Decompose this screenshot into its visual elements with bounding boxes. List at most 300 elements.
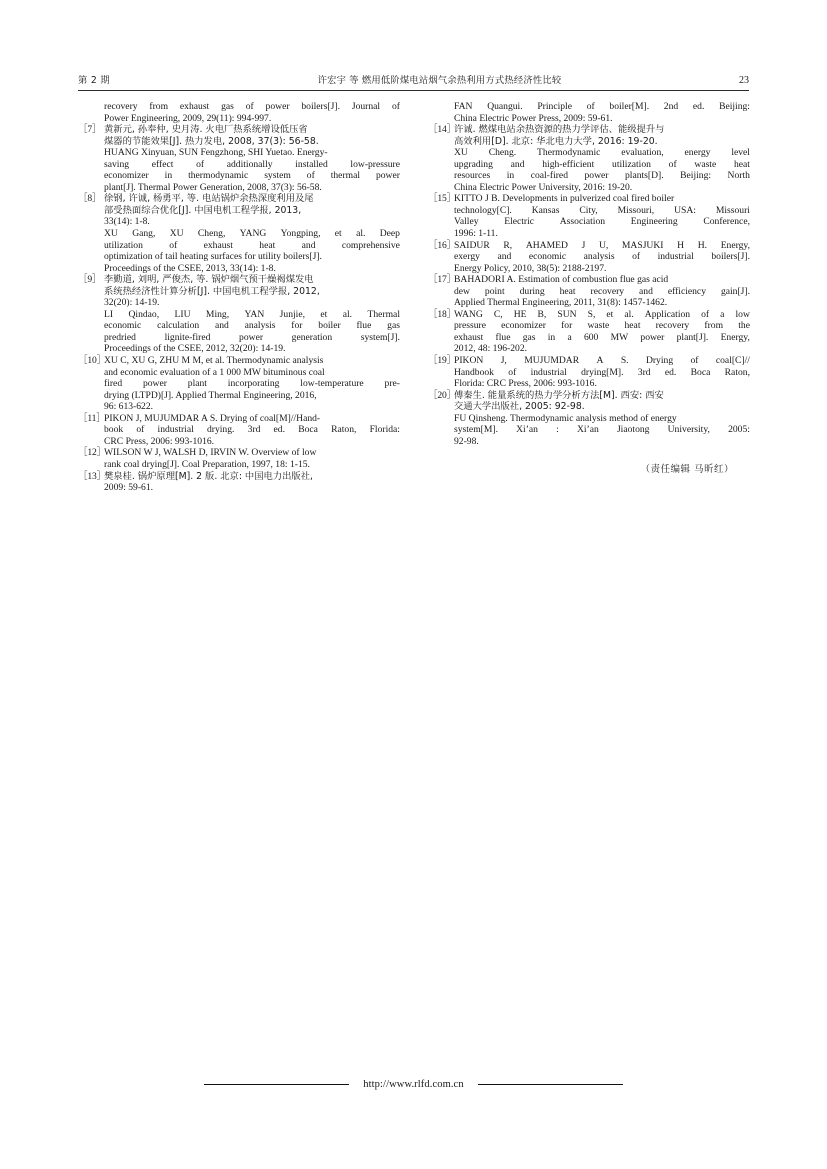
reference-word: a [720,308,725,320]
reference-word: utilization [104,239,143,251]
reference-text [104,274,400,355]
reference-entry [428,101,750,124]
reference-text [104,101,400,124]
reference-word: waste [587,320,610,332]
reference-line [454,216,750,228]
reference-number: ［7］ [78,124,102,136]
reference-word: Junjie, [279,308,305,320]
reference-number: ［13］ [78,470,106,482]
reference-line: 部受热面综合优化[J]. 中国电机工程学报, 2013, [104,204,302,216]
journal-url[interactable]: http://www.rlfd.com.cn [363,1079,464,1090]
reference-word: level [731,147,750,159]
reference-entry [428,390,750,448]
reference-word: of [701,308,710,320]
reference-word: exhaust [179,101,210,112]
reference-word: drying. [206,424,235,436]
reference-line [104,332,400,344]
reference-word: industrial [530,366,567,378]
reference-word: analysis [244,320,276,332]
reference-word: coal-fired [530,170,568,182]
reference-word: industrial [157,424,194,436]
reference-word: analysis [583,251,615,263]
reference-word: economizer [501,320,546,332]
reference-word: and [510,158,525,170]
reference-line [454,320,750,332]
reference-word: heat [733,158,750,170]
reference-word: exhaust [203,239,233,251]
reference-entry [78,447,400,470]
reference-word: LI [104,308,114,320]
reference-line [454,309,750,321]
reference-line: China Electric Power University, 2016: 19-20. [454,181,633,193]
reference-number: ［20］ [428,389,456,401]
reference-word: et [320,308,328,320]
reference-word: upgrading [454,158,493,170]
reference-line: Proceedings of the CSEE, 2012, 32(20): 14-19. [104,343,286,355]
reference-line: 徐钢, 许诚, 杨勇平, 等. 电站锅炉余热深度利用及尾 [104,193,314,205]
left-column [78,101,400,494]
reference-word: in [164,170,173,182]
reference-word: Drying [645,355,674,367]
reference-word: PIKON [454,355,484,367]
reference-text [454,193,750,239]
reference-word: Boca [690,366,711,378]
reference-word: utilization [612,158,651,170]
reference-word: of [690,355,699,367]
reference-number: ［12］ [78,447,106,459]
reference-word: of [245,101,254,112]
reference-word: LIU [174,308,191,320]
reference-word: system[J]. [360,331,400,343]
reference-word: calculation [157,320,200,332]
reference-word: of [391,101,400,112]
reference-word: Ming, [205,308,230,320]
reference-word: power [239,331,264,343]
reference-word: energy [684,147,711,159]
reference-line [454,240,750,252]
reference-line [104,228,400,240]
reference-word: thermal [330,170,361,182]
reference-line: 高效利用[D]. 北京: 华北电力大学, 2016: 19-20. [454,135,658,147]
reference-word: boilers[J]. [301,101,341,112]
reference-line: Energy Policy, 2010, 38(5): 2188-2197. [454,262,607,274]
reference-word: Thermal [367,308,400,320]
reference-line [454,101,750,113]
reference-word: et [334,228,342,240]
reference-line: 傅秦生. 能量系统的热力学分析方法[M]. 西安: 西安 [454,389,664,401]
reference-word: Jiaotong [616,424,650,436]
reference-word: Valley [454,216,479,228]
reference-word: low-pressure [350,158,400,170]
reference-word: SAIDUR [454,239,490,251]
reference-entry [78,124,400,193]
reference-line: 96: 613-622. [104,401,154,413]
reference-word: during [519,285,545,297]
reference-line: Proceedings of the CSEE, 2013, 33(14): 1-8. [104,262,276,274]
reference-entry [428,274,750,309]
right-column [428,101,750,494]
reference-word: recovery [655,320,690,332]
reference-word: of [586,101,595,112]
reference-word: power [265,101,290,112]
reference-word: C, [493,308,503,320]
reference-word: system[M]. [454,424,498,436]
reference-word: plant [187,378,207,390]
reference-word: YANG [239,228,267,240]
reference-word: S, [587,308,596,320]
reference-text [454,240,750,275]
reference-line [104,240,400,252]
reference-line: 32(20): 14-19. [104,297,160,309]
reference-word: of [136,424,145,436]
reference-word: plants[D]. [624,170,664,182]
reference-line [104,320,400,332]
reference-word: Energy, [720,239,750,251]
reference-word: B, [537,308,547,320]
reference-line [454,424,750,436]
reference-word: MASJUKI [621,239,664,251]
reference-text [454,309,750,355]
reference-word: ed. [273,424,286,436]
reference-word: U, [598,239,609,251]
reference-line [104,424,400,436]
reference-text [104,124,400,193]
reference-word: and [639,285,653,297]
reference-entry [428,309,750,355]
reference-line: 许诚. 燃煤电站余热资源的热力学评估、能级提升与 [454,124,665,136]
reference-line: China Electric Power Press, 2009: 59-61. [454,112,613,124]
reference-word: Handbook [454,366,494,378]
reference-number: ［18］ [428,308,456,320]
reference-word: Beijing: [680,170,712,182]
reference-word: of [632,251,641,263]
reference-line: 交通大学出版社, 2005: 92-98. [454,401,585,413]
reference-line: 樊泉桂. 锅炉原理[M]. 2 版. 北京: 中国电力出版社, [104,470,313,482]
reference-word: low [735,308,750,320]
reference-entry [428,193,750,239]
reference-line: 92-98. [454,435,479,447]
reference-line [454,332,750,344]
reference-number: ［10］ [78,355,106,367]
reference-word: additionally [226,158,273,170]
reference-entry [78,101,400,124]
reference-line [454,170,750,182]
reference-word: heat [624,320,641,332]
reference-line: and economic evaluation of a 1 000 MW bituminous coal [104,366,325,378]
reference-line: plant[J]. Thermal Power Generation, 2008, 37(3): 56-58. [104,181,322,193]
reference-line: 2012, 48: 196-202. [454,343,528,355]
reference-line [454,367,750,379]
reference-word: FAN [454,101,473,112]
reference-text [454,124,750,193]
reference-word: predried [104,331,136,343]
reference-word: plant[J]. [676,331,709,343]
reference-number: ［9］ [78,274,102,286]
reference-word: H. [697,239,708,251]
reference-word: from [149,101,169,112]
reference-word: al. [356,228,366,240]
reference-word: North [727,170,750,182]
reference-line [454,355,750,367]
reference-word: of [508,366,517,378]
reference-word: Yongping, [280,228,321,240]
reference-entry [78,355,400,413]
reference-word: Missouri [715,204,750,216]
reference-word: flue [356,320,372,332]
reference-line: BAHADORI A. Estimation of combustion flue gas acid [454,274,669,286]
reference-word: J [581,239,586,251]
reference-word: power [584,170,609,182]
reference-entry [428,124,750,193]
reference-word: SUN [557,308,577,320]
reference-word: heat [259,239,276,251]
running-head-rule [78,90,749,91]
reference-word: high-efficient [542,158,595,170]
reference-word: pre- [384,378,400,390]
reference-entry [78,413,400,448]
reference-word: 3rd [247,424,261,436]
reference-word: power [375,170,400,182]
footer-rule-right [478,1084,623,1085]
reference-word: the [738,320,750,332]
running-head-row [78,74,749,87]
reference-line: 33(14): 1-8. [104,216,150,228]
reference-word: economizer [104,170,149,182]
reference-number: ［15］ [428,193,456,205]
reference-word: installed [295,158,328,170]
reference-word: Beijing: [719,101,750,112]
article-title: 许宏宇 等 燃用低阶煤电站烟气余热利用方式热经济性比较 [317,75,562,86]
reference-number: ［16］ [428,239,456,251]
reference-word: R, [503,239,513,251]
reference-word: gas [221,101,234,112]
page-footer [78,1078,749,1091]
reference-word: technology[C]. [454,204,512,216]
reference-word: boiler [318,320,341,332]
reference-line [454,147,750,159]
reference-word: from [704,320,724,332]
reference-entry [78,193,400,274]
reference-word: heat [559,285,576,297]
reference-word: of [169,239,178,251]
reference-word: exhaust [454,331,484,343]
reference-word: Boca [298,424,318,436]
reference-word: et [606,308,614,320]
reference-word: flue [495,331,511,343]
reference-line: 煤器的节能效果[J]. 热力发电, 2008, 37(3): 56-58. [104,135,319,147]
reference-word: Engineering [630,216,678,228]
reference-columns [78,101,749,494]
reference-word: thermodynamic [188,170,249,182]
reference-line [454,205,750,217]
reference-word: pressure [454,320,486,332]
reference-line: 系统热经济性计算分析[J]. 中国电机工程学报, 2012, [104,285,320,297]
page-number: 23 [739,75,749,86]
reference-word: : [556,424,559,436]
reference-word: recovery [104,101,138,112]
reference-entry [428,240,750,275]
reference-word: coal[C]// [715,355,750,367]
reference-line: FU Qinsheng. Thermodynamic analysis method of energy [454,412,677,424]
reference-line [104,170,400,182]
editor-credit: （责任编辑 马昕红） [640,464,734,476]
reference-word: 2005: [728,424,750,436]
footer-rule-left [204,1084,349,1085]
reference-word: H [677,239,685,251]
reference-word: evaluation, [621,147,664,159]
reference-word: Gang, [132,228,156,240]
reference-word: of [668,158,677,170]
reference-line [104,101,400,113]
reference-word: 3rd [637,366,651,378]
reference-line: Power Engineering, 2009, 29(11): 994-997. [104,112,272,124]
reference-word: WANG [454,308,483,320]
reference-word: lignite-fired [164,331,211,343]
reference-word: efficiency [667,285,706,297]
reference-word: Journal [351,101,381,112]
reference-text [104,413,400,448]
reference-word: J, [500,355,507,367]
reference-line [454,159,750,171]
reference-word: Association [559,216,606,228]
reference-word: Principle [537,101,572,112]
reference-line: WILSON W J, WALSH D, IRVIN W. Overview of low [104,447,317,459]
reference-word: exergy [454,251,480,263]
reference-word: waste [694,158,717,170]
reference-line: HUANG Xinyuan, SUN Fengzhong, SHI Yuetao. Energy- [104,147,328,159]
reference-word: for [561,320,573,332]
reference-word: University, [667,424,710,436]
reference-line: drying (LTPD)[J]. Applied Thermal Engineering, 2016, [104,389,317,401]
reference-word: 2nd [663,101,679,112]
reference-word: a [567,331,572,343]
reference-entry [78,471,400,494]
reference-word: AHAMED [525,239,568,251]
reference-word: Kansas [531,204,560,216]
reference-line: 黄新元, 孙奉仲, 史月涛. 火电厂热系统增设低压省 [104,124,308,136]
reference-word: power [142,378,167,390]
reference-word: Deep [379,228,400,240]
reference-word: S. [620,355,629,367]
reference-text [454,355,750,390]
reference-word: Xi’an [576,424,599,436]
reference-word: XU [104,228,118,240]
reference-word: Raton, [331,424,357,436]
reference-word: system [264,170,291,182]
reference-line: CRC Press, 2006: 993-1016. [104,435,215,447]
reference-text [104,193,400,274]
reference-line [104,378,400,390]
reference-entry [428,355,750,390]
reference-line: XU C, XU G, ZHU M M, et al. Thermodynamic analysis [104,355,324,367]
reference-word: in [547,331,556,343]
reference-text [104,355,400,413]
reference-line [454,251,750,263]
reference-word: economic [528,251,567,263]
reference-word: ed. [692,101,705,112]
reference-line: optimization of tail heating surfaces for utility boilers[J]. [104,251,322,263]
reference-word: Florida: [369,424,400,436]
reference-word: effect [151,158,174,170]
reference-word: al. [624,308,634,320]
reference-line: rank coal drying[J]. Coal Preparation, 1997, 18: 1-15. [104,458,310,470]
reference-word: Conference, [703,216,750,228]
reference-line: KITTO J B. Developments in pulverized coal fired boiler [454,193,675,205]
reference-entry [78,274,400,355]
reference-word: A [596,355,604,367]
reference-line: PIKON J, MUJUMDAR A S. Drying of coal[M]//Hand- [104,412,321,424]
reference-word: drying[M]. [581,366,624,378]
reference-word: Raton, [724,366,750,378]
reference-word: gain[J]. [720,285,750,297]
reference-word: MUJUMDAR [524,355,580,367]
reference-text [454,101,750,124]
reference-word: book [104,424,124,436]
reference-line [104,159,400,171]
reference-text [454,390,750,448]
reference-word: saving [104,158,130,170]
reference-word: XU [454,147,468,159]
reference-word: incorporating [227,378,280,390]
reference-number: ［8］ [78,193,102,205]
reference-word: generation [291,331,333,343]
reference-word: and [497,251,512,263]
reference-word: point [484,285,505,297]
reference-line: 李勤道, 刘明, 严俊杰, 等. 锅炉烟气预干燥褐煤发电 [104,274,314,286]
reference-line [454,286,750,298]
reference-number: ［11］ [78,412,106,424]
reference-word: power [640,331,665,343]
reference-text [104,447,400,470]
reference-word: Xi’an [516,424,538,436]
reference-word: al. [342,308,353,320]
reference-word: Missouri, [617,204,655,216]
issue-label: 第 2 期 [78,75,110,86]
reference-word: Quangui. [487,101,523,112]
reference-word: comprehensive [341,239,400,251]
reference-word: and [301,239,316,251]
reference-word: Cheng. [488,147,517,159]
reference-number: ［17］ [428,274,456,286]
reference-word: Application [644,308,691,320]
reference-word: of [306,170,315,182]
reference-line: 2009: 59-61. [104,482,154,494]
reference-word: ed. [664,366,677,378]
reference-word: gas [387,320,400,332]
reference-line: Florida: CRC Press, 2006: 993-1016. [454,378,597,390]
reference-number: ［14］ [428,124,456,136]
reference-word: Qindao, [128,308,160,320]
reference-word: boiler[M]. [609,101,650,112]
reference-line: 1996: 1-11. [454,228,498,240]
reference-word: industrial [657,251,694,263]
reference-word: HE [513,308,527,320]
reference-word: Cheng, [197,228,226,240]
reference-word: 600 [583,331,599,343]
reference-word: for [291,320,303,332]
reference-word: and [214,320,229,332]
reference-word: USA: [674,204,696,216]
reference-word: resources [454,170,491,182]
reference-number: ［19］ [428,355,456,367]
reference-word: of [196,158,205,170]
reference-text [104,471,400,494]
reference-word: Electric [504,216,535,228]
reference-word: Thermodynamic [537,147,601,159]
reference-word: MW [610,331,629,343]
reference-word: fired [104,378,123,390]
reference-text [454,274,750,309]
